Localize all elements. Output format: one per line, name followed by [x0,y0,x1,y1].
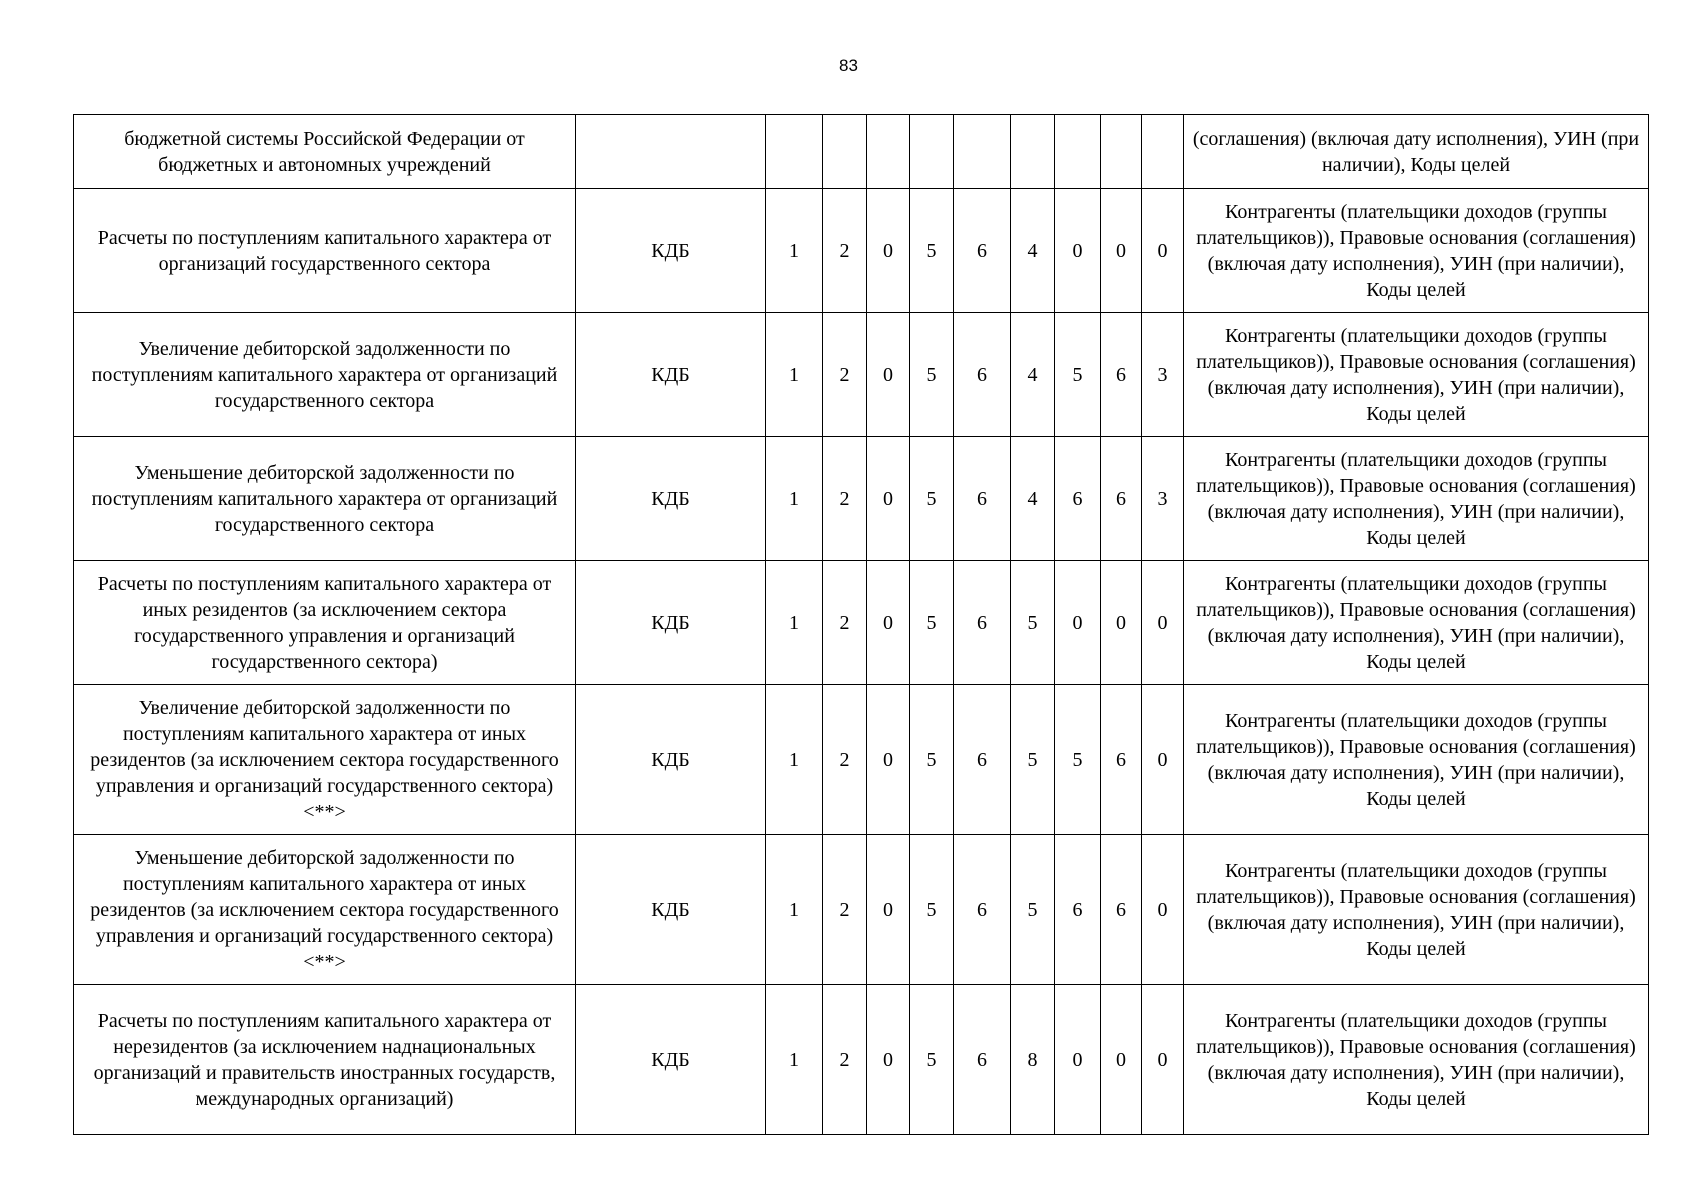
table-row [74,561,1649,685]
digit-cell: 2 [823,313,867,437]
digit-cell [766,115,823,189]
code-cell [576,115,766,189]
account-table [73,114,1649,1135]
digit-cell: 6 [1055,437,1101,561]
code-cell: КДБ [576,313,766,437]
analytics-cell: Контрагенты (плательщики доходов (группы плательщиков)), Правовые основания (соглашения) (включая дату исполнения), УИН (при наличии), Коды целей [1184,561,1649,685]
digit-cell: 4 [1011,437,1055,561]
digit-cell: 6 [1055,835,1101,985]
analytics-cell: Контрагенты (плательщики доходов (группы плательщиков)), Правовые основания (соглашения) (включая дату исполнения), УИН (при наличии), Коды целей [1184,835,1649,985]
digit-cell: 4 [1011,313,1055,437]
table-row [74,313,1649,437]
analytics-cell: Контрагенты (плательщики доходов (группы плательщиков)), Правовые основания (соглашения) (включая дату исполнения), УИН (при наличии), Коды целей [1184,437,1649,561]
account-name: Увеличение дебиторской задолженности по поступлениям капитального характера от иных резидентов (за исключением сектора государственного управления и организаций государственного сектора) <**> [74,685,576,835]
account-name: бюджетной системы Российской Федерации от бюджетных и автономных учреждений [74,115,576,189]
digit-cell: 5 [1055,313,1101,437]
digit-cell: 6 [954,561,1011,685]
digit-cell: 0 [867,561,910,685]
page-number: 83 [839,56,858,75]
code-cell: КДБ [576,835,766,985]
digit-cell: 5 [910,835,954,985]
analytics-cell: Контрагенты (плательщики доходов (группы плательщиков)), Правовые основания (соглашения) (включая дату исполнения), УИН (при наличии), Коды целей [1184,685,1649,835]
digit-cell [1055,115,1101,189]
account-name: Расчеты по поступлениям капитального характера от нерезидентов (за исключением наднациональных организаций и правительств иностранных государств, международных организаций) [74,985,576,1135]
digit-cell: 1 [766,985,823,1135]
digit-cell: 8 [1011,985,1055,1135]
digit-cell: 6 [954,189,1011,313]
digit-cell: 1 [766,313,823,437]
digit-cell: 3 [1142,313,1184,437]
digit-cell: 5 [910,437,954,561]
digit-cell [1142,115,1184,189]
account-name: Уменьшение дебиторской задолженности по поступлениям капитального характера от иных резидентов (за исключением сектора государственного управления и организаций государственного сектора) <**> [74,835,576,985]
digit-cell: 6 [1101,835,1142,985]
digit-cell: 5 [910,561,954,685]
digit-cell: 5 [910,685,954,835]
code-cell: КДБ [576,685,766,835]
digit-cell: 5 [1011,685,1055,835]
digit-cell: 1 [766,561,823,685]
analytics-cell: Контрагенты (плательщики доходов (группы плательщиков)), Правовые основания (соглашения) (включая дату исполнения), УИН (при наличии), Коды целей [1184,189,1649,313]
table-row [74,189,1649,313]
digit-cell: 0 [1142,189,1184,313]
digit-cell: 2 [823,437,867,561]
digit-cell: 1 [766,189,823,313]
digit-cell: 6 [1101,437,1142,561]
digit-cell: 0 [1055,189,1101,313]
table-row [74,835,1649,985]
digit-cell: 0 [1142,561,1184,685]
digit-cell: 2 [823,561,867,685]
digit-cell: 0 [1101,985,1142,1135]
digit-cell: 2 [823,189,867,313]
account-name: Расчеты по поступлениям капитального характера от организаций государственного сектора [74,189,576,313]
table-row [74,985,1649,1135]
code-cell: КДБ [576,561,766,685]
digit-cell [1101,115,1142,189]
table-row [74,437,1649,561]
digit-cell: 2 [823,835,867,985]
digit-cell: 0 [867,437,910,561]
digit-cell: 0 [1142,985,1184,1135]
analytics-cell: (соглашения) (включая дату исполнения), УИН (при наличии), Коды целей [1184,115,1649,189]
digit-cell [867,115,910,189]
code-cell: КДБ [576,189,766,313]
digit-cell: 0 [1055,561,1101,685]
digit-cell: 1 [766,437,823,561]
digit-cell: 3 [1142,437,1184,561]
digit-cell: 6 [954,313,1011,437]
account-name: Расчеты по поступлениям капитального характера от иных резидентов (за исключением сектора государственного управления и организаций государственного сектора) [74,561,576,685]
digit-cell: 0 [1142,685,1184,835]
table-row [74,115,1649,189]
digit-cell: 5 [910,189,954,313]
digit-cell: 6 [1101,685,1142,835]
analytics-cell: Контрагенты (плательщики доходов (группы плательщиков)), Правовые основания (соглашения) (включая дату исполнения), УИН (при наличии), Коды целей [1184,985,1649,1135]
digit-cell: 1 [766,685,823,835]
digit-cell [954,115,1011,189]
account-name: Уменьшение дебиторской задолженности по поступлениям капитального характера от организаций государственного сектора [74,437,576,561]
digit-cell: 5 [910,313,954,437]
digit-cell: 0 [867,985,910,1135]
digit-cell: 6 [1101,313,1142,437]
digit-cell: 2 [823,985,867,1135]
table-row [74,685,1649,835]
digit-cell: 0 [1142,835,1184,985]
digit-cell: 5 [1055,685,1101,835]
digit-cell: 4 [1011,189,1055,313]
digit-cell: 5 [910,985,954,1135]
digit-cell: 0 [867,189,910,313]
code-cell: КДБ [576,437,766,561]
digit-cell: 0 [867,835,910,985]
digit-cell: 6 [954,835,1011,985]
digit-cell: 0 [1101,561,1142,685]
digit-cell: 0 [1055,985,1101,1135]
digit-cell: 6 [954,685,1011,835]
digit-cell: 2 [823,685,867,835]
digit-cell: 6 [954,437,1011,561]
digit-cell: 5 [1011,561,1055,685]
digit-cell: 6 [954,985,1011,1135]
digit-cell: 0 [1101,189,1142,313]
digit-cell [1011,115,1055,189]
digit-cell [910,115,954,189]
digit-cell: 0 [867,313,910,437]
account-name: Увеличение дебиторской задолженности по поступлениям капитального характера от организаций государственного сектора [74,313,576,437]
digit-cell: 5 [1011,835,1055,985]
digit-cell: 1 [766,835,823,985]
digit-cell: 0 [867,685,910,835]
analytics-cell: Контрагенты (плательщики доходов (группы плательщиков)), Правовые основания (соглашения) (включая дату исполнения), УИН (при наличии), Коды целей [1184,313,1649,437]
digit-cell [823,115,867,189]
code-cell: КДБ [576,985,766,1135]
